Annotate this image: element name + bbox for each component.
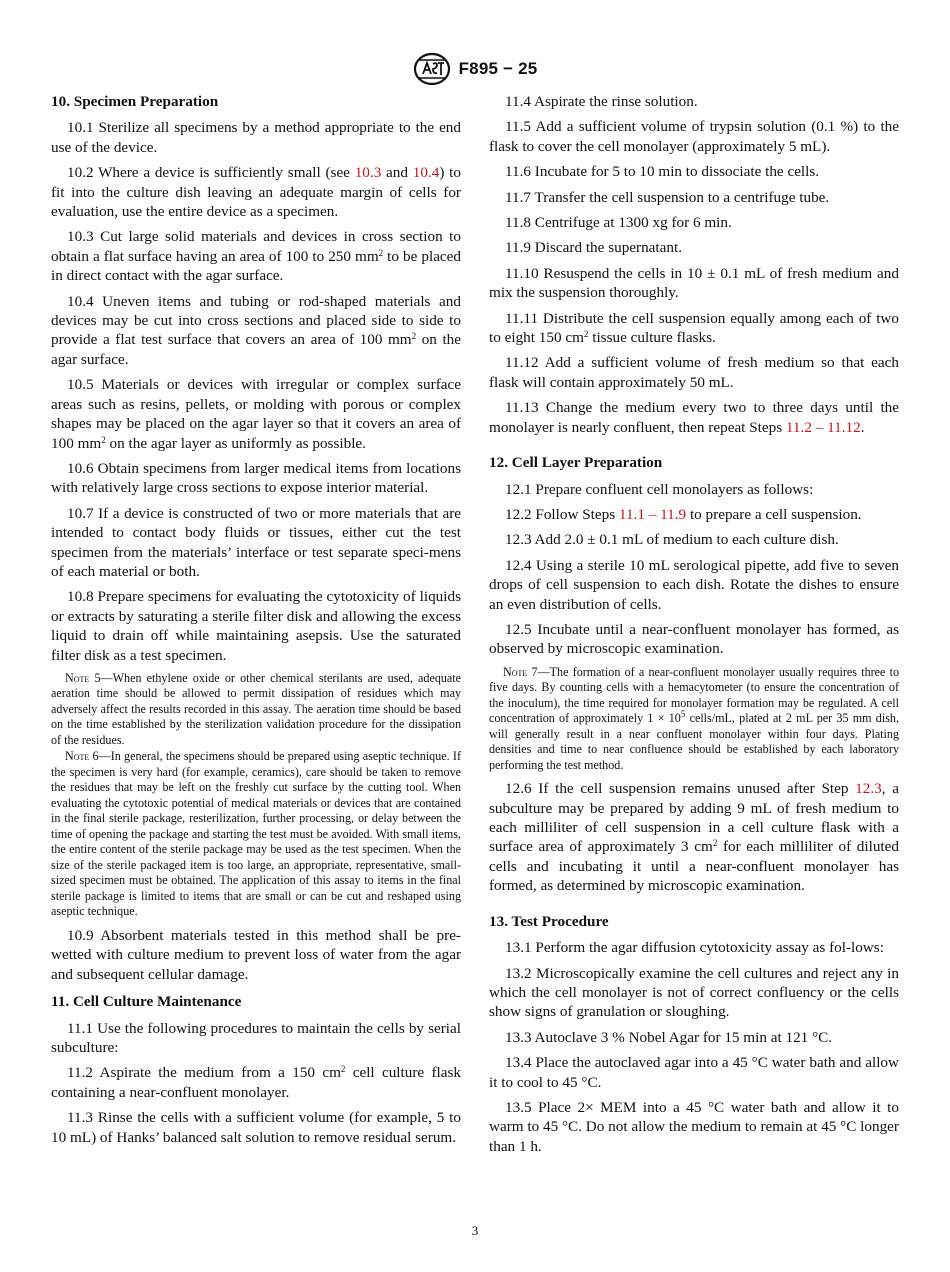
paragraph-11-10: 11.10 Resuspend the cells in 10 ± 0.1 mL of fresh medium and mix the suspension thoroughly. bbox=[489, 264, 899, 302]
paragraph-10-5: 10.5 Materials or devices with irregular or complex surface areas such as resins, pellets, or molding with porous or complex shapes may be placed on the agar layer so that it covers an area of 100 $mm^2$ on the agar layer as uniformly as possible. bbox=[51, 376, 461, 452]
paragraph-13-5: 13.5 Place 2× MEM into a 45 °C water bath and allow it to warm to 45 °C. Do not allow the medium to remain at 45 °C longer than 1 h. bbox=[489, 1098, 899, 1155]
paragraph-11-2: 11.2 Aspirate the medium from a 150 $cm^2$ cell culture flask containing a near-confluent monolayer. bbox=[51, 1064, 461, 1101]
paragraph-13-2: 13.2 Microscopically examine the cell cultures and reject any in which the cell monolayer is not of correct confluency or the cells show signs of granulation or sloughing. bbox=[489, 964, 899, 1021]
paragraph-11-13: 11.13 Change the medium every two to three days until the monolayer is nearly confluent, then repeat Steps 11.2 – 11.12. bbox=[489, 399, 899, 436]
note-6: Note 6—In general, the specimens should be prepared using aseptic technique. If the specimen is very hard (for example, ceramics), care should be taken to remove the residues that may be left on the freshly cut surface by the cutting tool. When evaluating the cytotoxic potential of medical materials or devices that are contained in the final sterile package, resterilization, further processing, or delay between the time of opening the package and starting the test must be avoided. With small items, the entire content of the sterile package may be used as the test specimen. When the size of the sterile packaged item is too large, an appropriate, representative, small-sized specimen must be obtained. The application of this assay to items in the final sterile package is limited to items that are small or can be cut and reshaped using aseptic technique. bbox=[51, 749, 461, 919]
section-12-title: 12. Cell Layer Preparation bbox=[489, 454, 663, 472]
page-number: 3 bbox=[471, 1223, 479, 1238]
paragraph-11-11: 11.11 Distribute the cell suspension equally among each of two to eight 150 $cm^2$ tissue culture flasks. bbox=[489, 309, 899, 347]
link-11-2-11-12[interactable]: 11.2 – 11.12 bbox=[785, 418, 861, 436]
paragraph-12-1: 12.1 Prepare confluent cell monolayers as follows: bbox=[505, 480, 814, 498]
paragraph-11-12: 11.12 Add a sufficient volume of fresh medium so that each flask will contain approximately 50 mL. bbox=[489, 354, 899, 391]
paragraph-10-2: 10.2 Where a device is sufficiently small (see 10.3 and 10.4) to fit into the culture dish leaving an adequate margin of cells for evaluation, use the entire device as a specimen. bbox=[51, 164, 461, 221]
paragraph-11-5: 11.5 Add a sufficient volume of trypsin solution (0.1 %) to the flask to cover the cell monolayer (approximately 5 mL). bbox=[489, 118, 899, 155]
paragraph-12-4: 12.4 Using a sterile 10 mL serological pipette, add five to seven drops of cell suspension to each dish. Rotate the dishes to ensure an even distribution of cells. bbox=[489, 556, 899, 613]
paragraph-13-3: 13.3 Autoclave 3 % Nobel Agar for 15 min at 121 °C. bbox=[505, 1028, 833, 1046]
paragraph-13-4: 13.4 Place the autoclaved agar into a 45 °C water bath and allow it to cool to 45 °C. bbox=[489, 1054, 899, 1091]
paragraph-11-3: 11.3 Rinse the cells with a sufficient volume (for example, 5 to 10 mL) of Hanks’ balanced salt solution to remove residual serum. bbox=[51, 1109, 461, 1146]
paragraph-10-6: 10.6 Obtain specimens from larger medical items from locations with relatively large cross sections to expose interior material. bbox=[51, 459, 461, 497]
paragraph-11-1: 11.1 Use the following procedures to maintain the cells by serial subculture: bbox=[51, 1019, 461, 1056]
paragraph-11-7: 11.7 Transfer the cell suspension to a centrifuge tube. bbox=[505, 188, 830, 206]
paragraph-12-5: 12.5 Incubate until a near-confluent monolayer has formed, as observed by microscopic examination. bbox=[489, 620, 899, 658]
paragraph-10-4: 10.4 Uneven items and tubing or rod-shaped materials and devices may be cut into cross sections and placed side to side to provide a flat test surface that covers an area of 100 $mm^2$ on the agar surface. bbox=[51, 292, 461, 368]
document-id: F895 − 25 bbox=[458, 59, 538, 78]
section-13-title: 13. Test Procedure bbox=[489, 912, 609, 930]
section-11-title: 11. Cell Culture Maintenance bbox=[51, 993, 242, 1011]
paragraph-10-7: 10.7 If a device is constructed of two or more materials that are intended to contact body fluids or tissues, either cut the test specimen from the materials’ interface or test separate speci-mens of each material or both. bbox=[51, 504, 461, 580]
paragraph-10-8: 10.8 Prepare specimens for evaluating the cytotoxicity of liquids or extracts by saturating a sterile filter disk and allowing the excess liquid to drain off while maintaining asepsis. Use the saturated filter disk as a test specimen. bbox=[51, 588, 461, 664]
paragraph-13-1: 13.1 Perform the agar diffusion cytotoxicity assay as fol-lows: bbox=[505, 939, 884, 957]
link-10-4[interactable]: 10.4 bbox=[412, 164, 440, 182]
left-column bbox=[51, 92, 461, 1153]
paragraph-12-3: 12.3 Add 2.0 ± 0.1 mL of medium to each culture dish. bbox=[505, 531, 839, 549]
note-7: Note 7—The formation of a near-confluent monolayer usually requires three to five days. By counting cells with a hemacytometer (to ensure the concentration of the inoculum), the time required for monolayer formation may be regulated. A cell concentration of approximately $1 \times 10^5$ cells/mL, plated at 2 mL per 35 mm dish, will generally result in a near confluent monolayer within four days. Plating densities and time to near confluence should be established by each laboratory performing the test method. bbox=[489, 664, 900, 772]
page-header bbox=[0, 52, 950, 86]
note-5: Note 5—When ethylene oxide or other chemical sterilants are used, adequate aeration time should be allowed to permit dissipation of residues which may adversely affect the results recorded in this assay. The aeration time should be based on the time established by the sterilization validation procedure for the dissipation of the residues. bbox=[51, 670, 462, 747]
paragraph-12-2: 12.2 Follow Steps 11.1 – 11.9 to prepare a cell suspension. bbox=[505, 505, 862, 523]
paragraph-10-1: 10.1 Sterilize all specimens by a method appropriate to the end use of the device. bbox=[51, 119, 461, 156]
link-10-3[interactable]: 10.3 bbox=[354, 164, 382, 182]
paragraph-11-9: 11.9 Discard the supernatant. bbox=[505, 239, 682, 257]
paragraph-10-3: 10.3 Cut large solid materials and devices in cross section to obtain a flat surface having an area of 100 to 250 $mm^2$ to be placed in direct contact with the agar surface. bbox=[51, 228, 462, 285]
link-12-3[interactable]: 12.3 bbox=[855, 780, 882, 798]
paragraph-10-9: 10.9 Absorbent materials tested in this method shall be pre-wetted with culture medium to prevent loss of water from the agar and subsequent cellular damage. bbox=[51, 926, 461, 983]
paragraph-12-6: 12.6 If the cell suspension remains unused after Step 12.3, a subculture may be prepared by adding 9 mL of fresh medium to each milliliter of cell suspension in a cell culture flask with a surface area of approximately 3 $cm^2$ for each milliliter of diluted cells and incubating it until a near-confluent monolayer has formed, as determined by microscopic examination. bbox=[489, 780, 900, 895]
paragraph-11-8: 11.8 Centrifuge at 1300 xg for 6 min. bbox=[505, 214, 732, 232]
section-10-title: 10. Specimen Preparation bbox=[51, 93, 219, 110]
paragraph-11-4: 11.4 Aspirate the rinse solution. bbox=[505, 93, 698, 110]
paragraph-11-6: 11.6 Incubate for 5 to 10 min to dissociate the cells. bbox=[505, 163, 820, 181]
link-11-1-11-9[interactable]: 11.1 – 11.9 bbox=[618, 505, 687, 523]
astm-logo-icon bbox=[413, 52, 451, 86]
right-column bbox=[489, 92, 899, 1162]
